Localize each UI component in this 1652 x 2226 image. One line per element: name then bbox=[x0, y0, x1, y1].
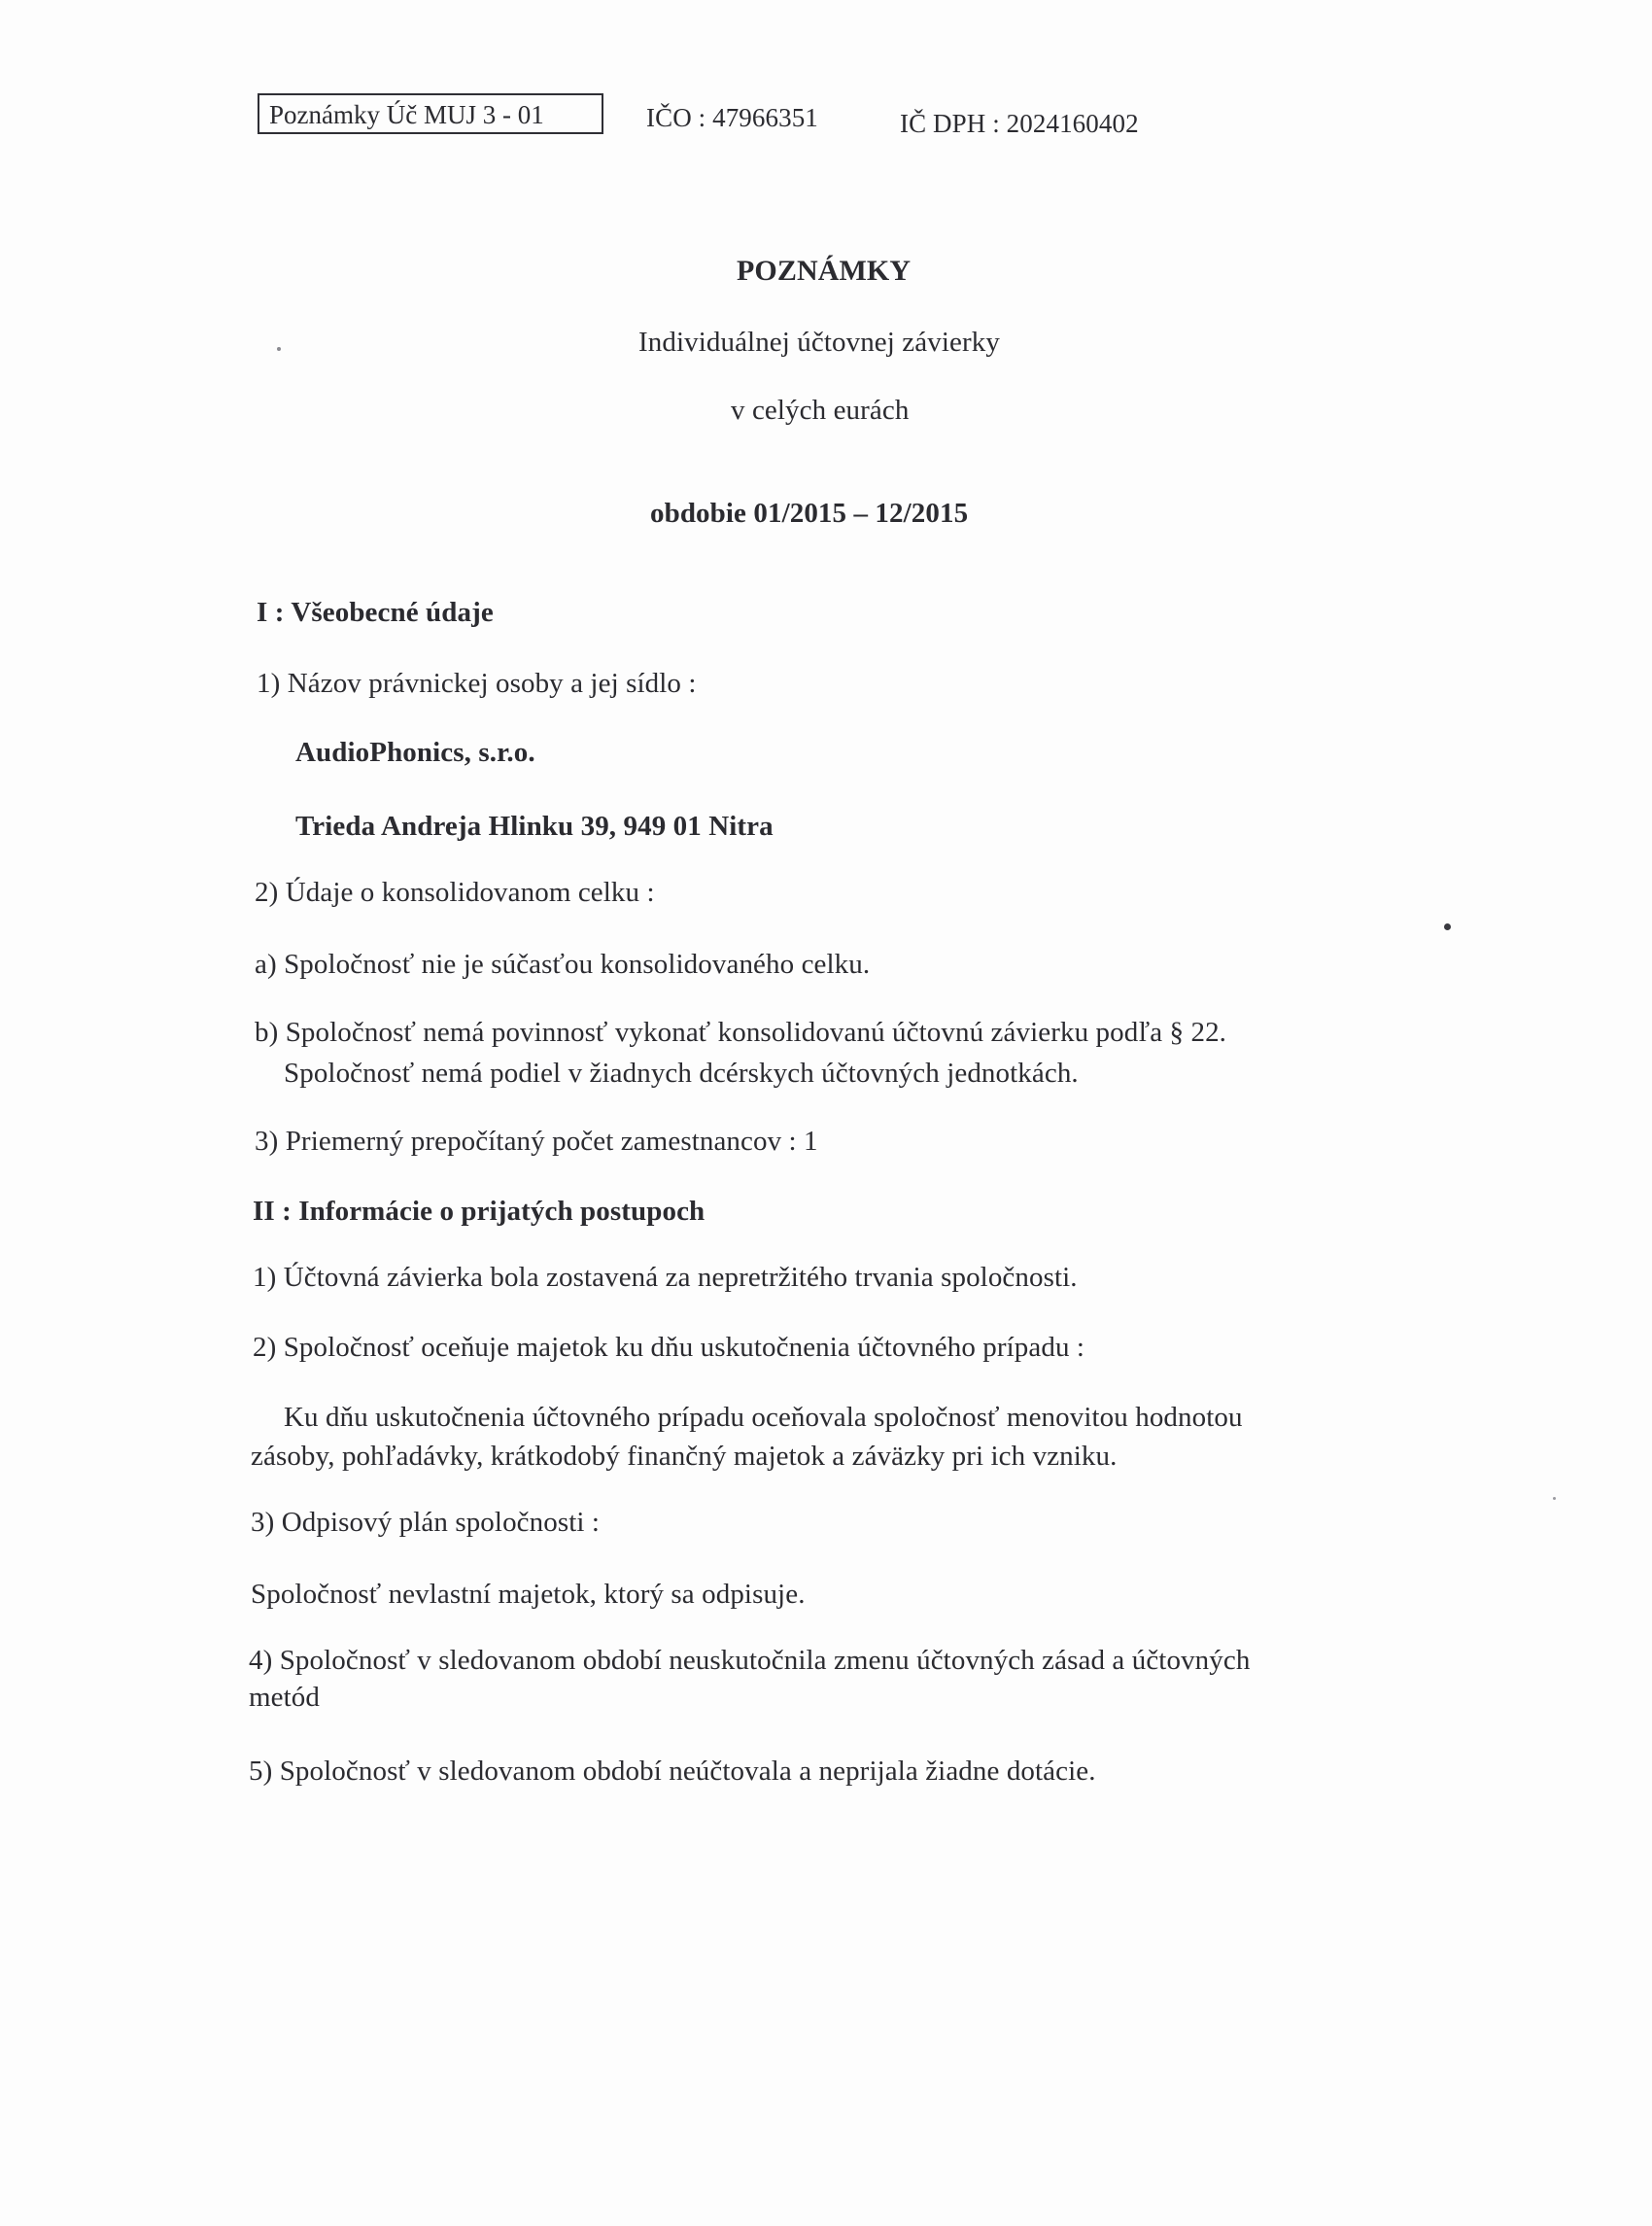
section1-item2b-line2: Spoločnosť nemá podiel v žiadnych dcérskych účtovných jednotkách. bbox=[284, 1058, 1079, 1089]
ic-dph-number: IČ DPH : 2024160402 bbox=[900, 109, 1139, 138]
section2-item2: 2) Spoločnosť oceňuje majetok ku dňu uskutočnenia účtovného prípadu : bbox=[253, 1332, 1085, 1363]
section2-item3: 3) Odpisový plán spoločnosti : bbox=[251, 1507, 601, 1538]
scan-speck bbox=[277, 347, 281, 351]
company-address: Trieda Andreja Hlinku 39, 949 01 Nitra bbox=[295, 811, 774, 842]
section2-item3-text: Spoločnosť nevlastní majetok, ktorý sa odpisuje. bbox=[251, 1579, 806, 1610]
section1-item2b-line1: b) Spoločnosť nemá povinnosť vykonať konsolidovanú účtovnú závierku podľa § 22. bbox=[255, 1017, 1227, 1048]
section2-item5: 5) Spoločnosť v sledovanom období neúčtovala a neprijala žiadne dotácie. bbox=[249, 1756, 1096, 1787]
section1-item2a: a) Spoločnosť nie je súčasťou konsolidovaného celku. bbox=[255, 949, 871, 980]
section2-item4-line1: 4) Spoločnosť v sledovanom období neuskutočnila zmenu účtovných zásad a účtovných bbox=[249, 1645, 1251, 1676]
scan-speck bbox=[1444, 923, 1451, 930]
company-name: AudioPhonics, s.r.o. bbox=[295, 737, 535, 768]
section2-item2-text-line2: zásoby, pohľadávky, krátkodobý finančný majetok a záväzky pri ich vzniku. bbox=[251, 1441, 1118, 1472]
period-heading: obdobie 01/2015 – 12/2015 bbox=[650, 498, 969, 529]
section1-item1: 1) Názov právnickej osoby a jej sídlo : bbox=[257, 668, 697, 699]
section1-item3: 3) Priemerný prepočítaný počet zamestnancov : 1 bbox=[255, 1126, 818, 1157]
ico-number: IČO : 47966351 bbox=[646, 103, 818, 132]
form-code: Poznámky Úč MUJ 3 - 01 bbox=[269, 100, 544, 129]
subtitle-line2: v celých eurách bbox=[731, 395, 910, 426]
section2-item4-line2: metód bbox=[249, 1682, 320, 1713]
section2-item2-text-line1: Ku dňu uskutočnenia účtovného prípadu oceňovala spoločnosť menovitou hodnotou bbox=[284, 1402, 1243, 1433]
document-title: POZNÁMKY bbox=[737, 255, 912, 287]
section2-item1: 1) Účtovná závierka bola zostavená za nepretržitého trvania spoločnosti. bbox=[253, 1262, 1078, 1293]
subtitle-line1: Individuálnej účtovnej závierky bbox=[638, 327, 1000, 358]
section2-heading: II : Informácie o prijatých postupoch bbox=[253, 1196, 706, 1227]
form-code-box bbox=[258, 93, 603, 134]
section1-item2: 2) Údaje o konsolidovanom celku : bbox=[255, 877, 655, 908]
section1-heading: I : Všeobecné údaje bbox=[257, 597, 494, 628]
scan-speck bbox=[1553, 1497, 1556, 1500]
